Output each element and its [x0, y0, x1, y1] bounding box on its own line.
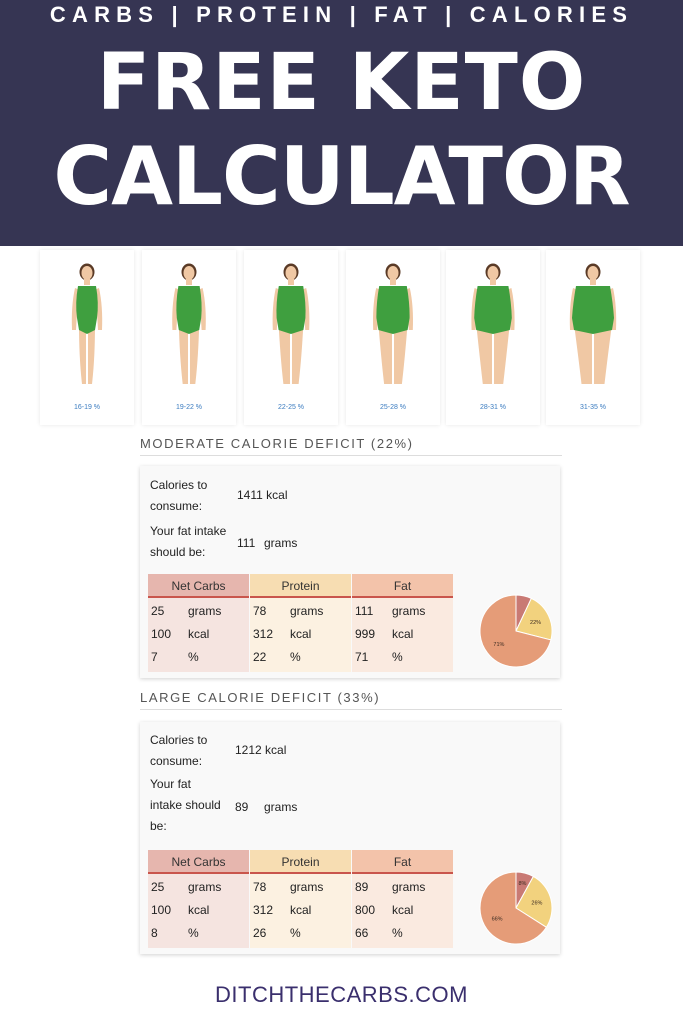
cell-value: 111 [355, 604, 374, 618]
protein-column [250, 574, 351, 672]
body-fat-figures [40, 250, 640, 428]
female-figure-icon [244, 258, 338, 393]
fat-intake-value: 89 [235, 800, 249, 814]
calories-label-line: consume: [150, 499, 203, 513]
swimsuit [572, 286, 614, 334]
fat-intake-unit: grams [264, 800, 298, 814]
calories-value: 1212 kcal [235, 743, 287, 757]
protein-header: Protein [250, 574, 351, 598]
neck [590, 279, 596, 285]
cell-unit: % [290, 650, 301, 664]
figure-label: 25-28 % [379, 404, 407, 411]
calories-value: 1411 kcal [237, 488, 288, 502]
net-carbs-header: Net Carbs [148, 850, 249, 874]
head [588, 266, 599, 280]
cell-unit: kcal [290, 627, 312, 641]
cell-unit: grams [188, 604, 222, 618]
cell-value: 66 [355, 926, 369, 940]
result-card-moderate [140, 466, 560, 678]
table-row [148, 621, 249, 644]
swimsuit [176, 286, 201, 334]
site-name[interactable]: DITCHTHECARBS.COM [215, 982, 468, 1007]
section-heading-large: LARGE CALORIE DEFICIT (33%) [140, 690, 562, 710]
fat-label-line: Your fat [150, 777, 191, 791]
fat-column [352, 850, 453, 948]
female-figure-icon [446, 258, 540, 393]
neck [390, 279, 396, 285]
female-figure-icon [346, 258, 440, 393]
cell-unit: kcal [392, 903, 414, 917]
net-carbs-header: Net Carbs [148, 574, 249, 598]
title-line-1: FREE KETO [96, 38, 587, 128]
fat-label-line: be: [150, 819, 167, 833]
swimsuit [376, 286, 409, 334]
fat-header: Fat [352, 850, 453, 874]
cell-value: 22 [253, 650, 267, 664]
cell-value: 100 [151, 903, 172, 917]
title-line-2: CALCULATOR [53, 130, 630, 223]
cell-unit: grams [290, 604, 324, 618]
cell-unit: % [188, 650, 199, 664]
fat-label-line: Your fat intake [150, 524, 227, 538]
cell-unit: % [392, 926, 403, 940]
cell-unit: grams [392, 880, 426, 894]
fat-intake-unit: grams [264, 536, 298, 550]
cell-unit: % [188, 926, 199, 940]
figure-card-4[interactable] [346, 250, 440, 425]
table-row [250, 897, 351, 920]
table-row [250, 874, 351, 897]
left-leg [79, 324, 86, 384]
cell-value: 8 [151, 926, 158, 940]
swimsuit [276, 286, 305, 334]
table-row [250, 621, 351, 644]
table-row [148, 874, 249, 897]
pie-label: 26% [531, 900, 543, 907]
cell-value: 78 [253, 880, 267, 894]
neck [84, 279, 90, 285]
cell-value: 312 [253, 903, 274, 917]
cell-value: 800 [355, 903, 376, 917]
figure-card-3[interactable] [244, 250, 338, 425]
fat-intake-value: 111 [237, 536, 256, 550]
table-row [148, 920, 249, 943]
cell-value: 78 [253, 604, 267, 618]
calories-label-line: Calories to [150, 733, 208, 747]
head [388, 266, 399, 280]
tagline: CARBS | PROTEIN | FAT | CALORIES [49, 2, 634, 27]
pie-label: 8% [518, 880, 527, 887]
table-row [250, 598, 351, 621]
protein-header: Protein [250, 850, 351, 874]
neck [490, 279, 496, 285]
table-row [352, 897, 453, 920]
pie-label: 66% [491, 916, 503, 923]
fat-label-line: intake should [150, 798, 221, 812]
result-card-large [140, 722, 560, 954]
table-row [352, 874, 453, 897]
cell-value: 71 [355, 650, 369, 664]
cell-unit: grams [290, 880, 324, 894]
cell-value: 312 [253, 627, 274, 641]
fat-intake-label [150, 774, 221, 837]
cell-value: 7 [151, 650, 158, 664]
female-figure-icon [546, 258, 640, 393]
cell-unit: grams [188, 880, 222, 894]
swimsuit [76, 286, 98, 334]
table-row [148, 598, 249, 621]
figure-label: 28-31 % [479, 404, 507, 411]
section-heading-moderate: MODERATE CALORIE DEFICIT (22%) [140, 436, 562, 456]
fat-intake-label [150, 521, 226, 563]
figure-label: 22-25 % [277, 404, 305, 411]
figure-card-6[interactable] [546, 250, 640, 425]
macro-pie-chart [476, 868, 556, 948]
table-row [352, 920, 453, 943]
header-banner [0, 0, 683, 246]
cell-unit: kcal [188, 627, 210, 641]
female-figure-icon [40, 258, 134, 393]
cell-value: 999 [355, 627, 376, 641]
figure-label: 31-35 % [579, 404, 607, 411]
calories-label-line: Calories to [150, 478, 208, 492]
head [286, 266, 297, 280]
cell-value: 89 [355, 880, 369, 894]
fat-label-line: should be: [150, 545, 206, 559]
table-row [148, 897, 249, 920]
pie-label: 71% [493, 642, 505, 649]
cell-value: 25 [151, 880, 165, 894]
cell-value: 100 [151, 627, 172, 641]
protein-column [250, 850, 351, 948]
figure-label: 16-19 % [73, 404, 101, 411]
net-carbs-column [148, 574, 249, 672]
cell-value: 26 [253, 926, 267, 940]
female-figure-icon [142, 258, 236, 393]
pie-label: 22% [530, 619, 542, 626]
head [82, 266, 93, 280]
fat-header: Fat [352, 574, 453, 598]
macro-pie-chart [476, 591, 556, 671]
cell-value: 25 [151, 604, 165, 618]
neck [288, 279, 294, 285]
cell-unit: kcal [392, 627, 414, 641]
calories-label [150, 475, 207, 517]
head [488, 266, 499, 280]
figure-card-5[interactable] [446, 250, 540, 425]
cell-unit: kcal [290, 903, 312, 917]
net-carbs-column [148, 850, 249, 948]
swimsuit [474, 286, 512, 334]
cell-unit: kcal [188, 903, 210, 917]
cell-unit: grams [392, 604, 426, 618]
figure-label: 19-22 % [175, 404, 203, 411]
table-row [352, 598, 453, 621]
table-row [352, 621, 453, 644]
macro-table [148, 574, 455, 672]
calories-label [150, 730, 207, 772]
table-row [148, 644, 249, 667]
table-row [250, 644, 351, 667]
head [184, 266, 195, 280]
calories-label-line: consume: [150, 754, 203, 768]
macro-table [148, 850, 455, 948]
table-row [250, 920, 351, 943]
table-row [352, 644, 453, 667]
cell-unit: % [392, 650, 403, 664]
figure-card-2[interactable] [142, 250, 236, 425]
figure-card-1[interactable] [40, 250, 134, 425]
fat-column [352, 574, 453, 672]
right-leg [88, 324, 95, 384]
site-logo[interactable] [0, 982, 683, 1008]
cell-unit: % [290, 926, 301, 940]
neck [186, 279, 192, 285]
